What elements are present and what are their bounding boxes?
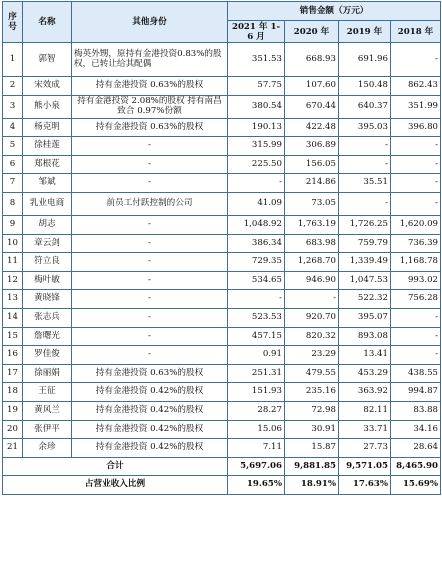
header-year-2018: 2018 年 [391, 21, 441, 43]
cell-2021h1: 190.13 [228, 118, 285, 137]
cell-seq: 18 [3, 383, 23, 402]
header-name: 名称 [23, 2, 72, 43]
total-2020: 9,881.85 [285, 457, 339, 476]
cell-seq: 12 [3, 271, 23, 290]
cell-identity: 持有金港投资 0.63%的股权 [72, 118, 228, 137]
cell-2019: 33.71 [339, 420, 391, 439]
cell-identity: 梅英外甥，原持有金港投资0.83%的股权，已转让给其配偶 [72, 43, 228, 77]
cell-2020: 820.32 [285, 327, 339, 346]
table-row [3, 137, 441, 156]
cell-seq: 10 [3, 234, 23, 253]
cell-2019: - [339, 137, 391, 156]
cell-2019: 640.37 [339, 95, 391, 118]
cell-identity: - [72, 155, 228, 174]
cell-2021h1: - [228, 290, 285, 309]
cell-2019: 13.41 [339, 346, 391, 365]
header-year-2019: 2019 年 [339, 21, 391, 43]
table-row [3, 308, 441, 327]
cell-2018: - [391, 43, 441, 77]
cell-2020: 1,268.70 [285, 253, 339, 272]
cell-identity: 前员工付跃控制的公司 [72, 192, 228, 215]
cell-2020: 920.70 [285, 308, 339, 327]
cell-2018: 736.39 [391, 234, 441, 253]
cell-2021h1: 151.93 [228, 383, 285, 402]
cell-2020: 15.87 [285, 439, 339, 458]
cell-2020: 422.48 [285, 118, 339, 137]
cell-2018: 28.64 [391, 439, 441, 458]
cell-2020: 479.55 [285, 364, 339, 383]
cell-identity: 持有金港投资 0.42%的股权 [72, 401, 228, 420]
ratio-row [3, 476, 441, 495]
table-row [3, 95, 441, 118]
header-year-2021h1: 2021 年 1-6 月 [228, 21, 285, 43]
cell-2020: 23.29 [285, 346, 339, 365]
table-body [3, 43, 441, 495]
ratio-2018: 15.69% [391, 476, 441, 495]
cell-2020: 72.98 [285, 401, 339, 420]
cell-seq: 7 [3, 174, 23, 193]
cell-name: 郑根花 [23, 155, 72, 174]
cell-2021h1: 457.15 [228, 327, 285, 346]
cell-2019: 150.48 [339, 77, 391, 96]
cell-2021h1: 225.50 [228, 155, 285, 174]
cell-2018: 83.88 [391, 401, 441, 420]
cell-identity: - [72, 346, 228, 365]
cell-identity: - [72, 290, 228, 309]
total-label: 合计 [3, 457, 228, 476]
table-row [3, 155, 441, 174]
cell-2020: 156.05 [285, 155, 339, 174]
cell-name: 黄风兰 [23, 401, 72, 420]
cell-seq: 16 [3, 346, 23, 365]
total-2021h1: 5,697.06 [228, 457, 285, 476]
table-row [3, 401, 441, 420]
cell-identity: 持有金港投资 0.42%的股权 [72, 383, 228, 402]
cell-name: 余珍 [23, 439, 72, 458]
cell-name: 熊小泉 [23, 95, 72, 118]
cell-2020: 683.98 [285, 234, 339, 253]
cell-2020: 670.44 [285, 95, 339, 118]
cell-identity: - [72, 308, 228, 327]
cell-seq: 4 [3, 118, 23, 137]
cell-2018: 756.28 [391, 290, 441, 309]
cell-2019: 691.96 [339, 43, 391, 77]
cell-identity: - [72, 253, 228, 272]
cell-2020: 214.86 [285, 174, 339, 193]
header-sales-amount: 销售金额（万元） [228, 2, 441, 21]
cell-seq: 14 [3, 308, 23, 327]
cell-identity: 持有金港投资 0.42%的股权 [72, 439, 228, 458]
cell-identity: - [72, 174, 228, 193]
cell-name: 徐丽娟 [23, 364, 72, 383]
cell-seq: 20 [3, 420, 23, 439]
cell-2018: 994.87 [391, 383, 441, 402]
cell-identity: - [72, 234, 228, 253]
cell-2019: 893.08 [339, 327, 391, 346]
cell-seq: 13 [3, 290, 23, 309]
cell-identity: - [72, 215, 228, 234]
cell-2021h1: 523.53 [228, 308, 285, 327]
cell-2018: 1,168.78 [391, 253, 441, 272]
cell-name: 徐桂莲 [23, 137, 72, 156]
cell-2021h1: 15.06 [228, 420, 285, 439]
cell-2021h1: 251.31 [228, 364, 285, 383]
cell-2021h1: 380.54 [228, 95, 285, 118]
cell-2019: 35.51 [339, 174, 391, 193]
cell-2021h1: 729.35 [228, 253, 285, 272]
cell-seq: 15 [3, 327, 23, 346]
table-row [3, 118, 441, 137]
table-row [3, 346, 441, 365]
cell-2018: - [391, 192, 441, 215]
cell-seq: 9 [3, 215, 23, 234]
cell-2020: 235.16 [285, 383, 339, 402]
cell-seq: 21 [3, 439, 23, 458]
cell-identity: - [72, 327, 228, 346]
cell-name: 邹斌 [23, 174, 72, 193]
table-row [3, 290, 441, 309]
cell-2020: 946.90 [285, 271, 339, 290]
cell-2021h1: 28.27 [228, 401, 285, 420]
table-row [3, 192, 441, 215]
table-row [3, 43, 441, 77]
cell-2021h1: 351.53 [228, 43, 285, 77]
table-row [3, 420, 441, 439]
ratio-2019: 17.63% [339, 476, 391, 495]
cell-identity: 持有金港投资 0.63%的股权 [72, 364, 228, 383]
cell-2021h1: - [228, 174, 285, 193]
cell-2018: 993.02 [391, 271, 441, 290]
cell-2021h1: 1,048.92 [228, 215, 285, 234]
cell-name: 胡志 [23, 215, 72, 234]
cell-2018: 1,620.09 [391, 215, 441, 234]
cell-identity: 持有金港投资 2.08%的股权 持有南昌致合 0.97%份额 [72, 95, 228, 118]
cell-2018: 862.43 [391, 77, 441, 96]
ratio-2021h1: 19.65% [228, 476, 285, 495]
cell-2019: 522.32 [339, 290, 391, 309]
cell-2021h1: 41.09 [228, 192, 285, 215]
total-2019: 9,571.05 [339, 457, 391, 476]
cell-identity: - [72, 271, 228, 290]
cell-2021h1: 386.34 [228, 234, 285, 253]
cell-name: 乳业电商 [23, 192, 72, 215]
table-row [3, 364, 441, 383]
table-row [3, 174, 441, 193]
cell-2019: 363.92 [339, 383, 391, 402]
cell-2021h1: 315.99 [228, 137, 285, 156]
cell-name: 詹曙光 [23, 327, 72, 346]
cell-2019: 453.29 [339, 364, 391, 383]
cell-identity: 持有金港投资 0.42%的股权 [72, 420, 228, 439]
cell-2018: - [391, 155, 441, 174]
cell-2018: - [391, 174, 441, 193]
header-identity: 其他身份 [72, 2, 228, 43]
cell-name: 符立良 [23, 253, 72, 272]
cell-name: 罗佳俊 [23, 346, 72, 365]
cell-2018: - [391, 327, 441, 346]
cell-2018: - [391, 137, 441, 156]
cell-seq: 8 [3, 192, 23, 215]
total-2018: 8,465.90 [391, 457, 441, 476]
ratio-label: 占营业收入比例 [3, 476, 228, 495]
cell-2020: 30.91 [285, 420, 339, 439]
cell-2020: 107.60 [285, 77, 339, 96]
cell-name: 张志兵 [23, 308, 72, 327]
cell-identity: - [72, 137, 228, 156]
cell-2019: 395.07 [339, 308, 391, 327]
cell-identity: 持有金港投资 0.63%的股权 [72, 77, 228, 96]
cell-2018: 438.55 [391, 364, 441, 383]
cell-2019: 759.79 [339, 234, 391, 253]
cell-name: 宋效成 [23, 77, 72, 96]
cell-2021h1: 7.11 [228, 439, 285, 458]
ratio-2020: 18.91% [285, 476, 339, 495]
header-seq: 序号 [3, 2, 23, 43]
cell-2018: - [391, 308, 441, 327]
sales-table [2, 1, 441, 495]
cell-2020: 73.05 [285, 192, 339, 215]
cell-seq: 17 [3, 364, 23, 383]
cell-2019: - [339, 192, 391, 215]
cell-seq: 2 [3, 77, 23, 96]
cell-name: 张伊平 [23, 420, 72, 439]
cell-2018: 351.99 [391, 95, 441, 118]
cell-2021h1: 534.65 [228, 271, 285, 290]
cell-2021h1: 57.75 [228, 77, 285, 96]
table-row [3, 439, 441, 458]
cell-seq: 19 [3, 401, 23, 420]
cell-2019: 1,726.25 [339, 215, 391, 234]
cell-2019: 82.11 [339, 401, 391, 420]
cell-2020: 1,763.19 [285, 215, 339, 234]
cell-name: 杨克明 [23, 118, 72, 137]
header-year-2020: 2020 年 [285, 21, 339, 43]
cell-2019: 27.73 [339, 439, 391, 458]
table-row [3, 234, 441, 253]
cell-2018: - [391, 346, 441, 365]
cell-2020: 306.89 [285, 137, 339, 156]
cell-name: 黄晓锋 [23, 290, 72, 309]
cell-seq: 11 [3, 253, 23, 272]
cell-seq: 5 [3, 137, 23, 156]
table-row [3, 215, 441, 234]
table-row [3, 271, 441, 290]
cell-seq: 1 [3, 43, 23, 77]
cell-2021h1: 0.91 [228, 346, 285, 365]
total-row [3, 457, 441, 476]
table-row [3, 77, 441, 96]
cell-2018: 396.80 [391, 118, 441, 137]
table-row [3, 383, 441, 402]
cell-2019: - [339, 155, 391, 174]
cell-2018: 34.16 [391, 420, 441, 439]
cell-name: 郭智 [23, 43, 72, 77]
cell-name: 章云剑 [23, 234, 72, 253]
cell-name: 王征 [23, 383, 72, 402]
cell-seq: 6 [3, 155, 23, 174]
cell-2019: 395.03 [339, 118, 391, 137]
cell-2019: 1,047.53 [339, 271, 391, 290]
table-row [3, 253, 441, 272]
table-row [3, 327, 441, 346]
cell-name: 梅叶敏 [23, 271, 72, 290]
cell-2020: 668.93 [285, 43, 339, 77]
cell-2020: - [285, 290, 339, 309]
cell-2019: 1,339.49 [339, 253, 391, 272]
cell-seq: 3 [3, 95, 23, 118]
